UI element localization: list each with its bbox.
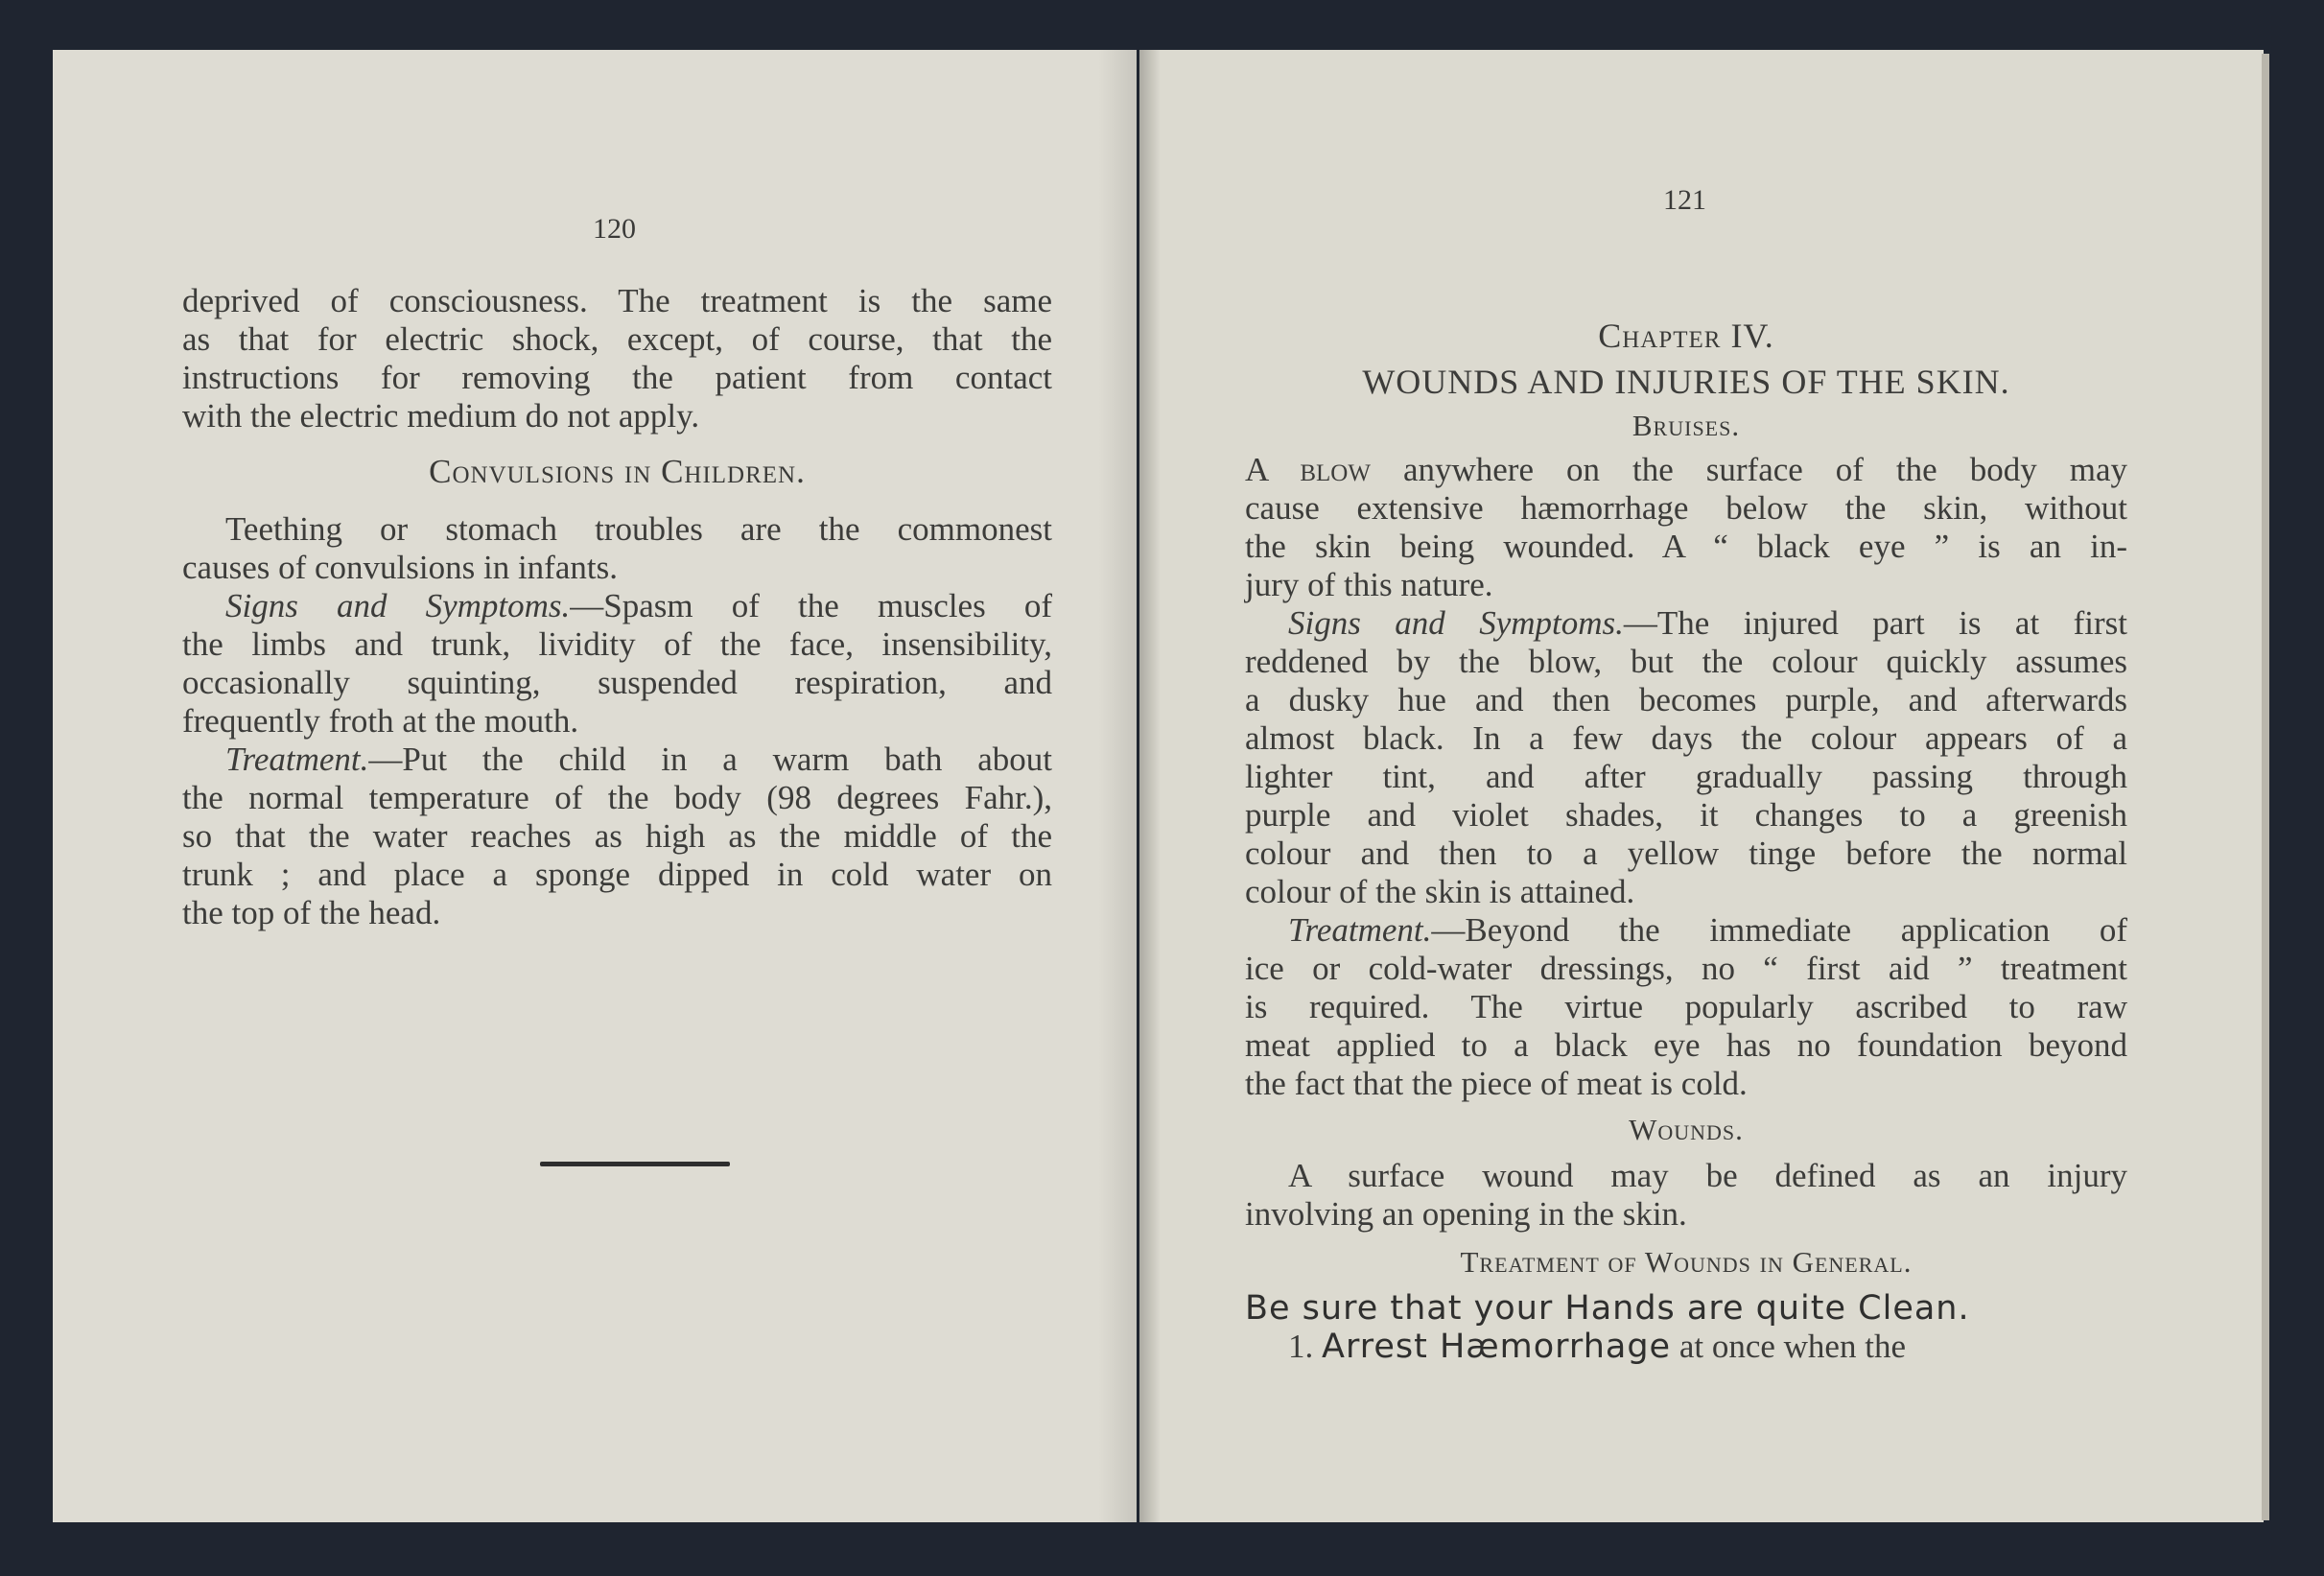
section-heading-treatment-general: Treatment of Wounds in General. [1460,1245,1913,1279]
lead-words: A blow [1245,451,1371,488]
page-edge [2262,54,2269,1520]
text-line: trunk ; and place a sponge dipped in cold water on [182,856,1052,893]
signs-symptoms-label: Signs and Symptoms. [1288,604,1624,642]
text-run: —Put the child in a warm bath about [368,741,1052,778]
text-line: lighter tint, and after gradually passing through [1245,758,2127,795]
text-line: A surface wound may be defined as an injury [1288,1157,2127,1194]
treatment-label: Treatment. [225,741,369,778]
text-run: at once when the [1671,1328,1906,1365]
text-line: deprived of consciousness. The treatment is the same [182,282,1052,319]
page-number-left: 120 [593,213,636,245]
text-line: so that the water reaches as high as the middle of the [182,817,1052,855]
text-line: the limbs and trunk, lividity of the face, insensibility, [182,625,1052,663]
text-line: with the electric medium do not apply. [182,397,700,435]
clean-hands-notice: Be sure that your Hands are quite Clean. [1245,1289,1970,1328]
text-line: cause extensive hæmorrhage below the skin, without [1245,489,2127,527]
section-heading-convulsions: Convulsions in Children. [429,453,806,490]
end-rule [540,1162,730,1166]
text-run: —The injured part is at first [1623,604,2127,642]
text-line: as that for electric shock, except, of course, that the [182,320,1052,358]
treatment-line [1245,911,2127,950]
text-line: meat applied to a black eye has no foundation beyond [1245,1026,2127,1064]
chapter-title: WOUNDS AND INJURIES OF THE SKIN. [1362,363,2010,401]
signs-symptoms-label: Signs and Symptoms. [225,587,571,624]
text-line: causes of convulsions in infants. [182,549,618,586]
numbered-item-1 [1245,1328,2127,1366]
right-page [1139,50,2264,1522]
text-line: jury of this nature. [1245,566,1493,603]
section-heading-bruises: Bruises. [1631,409,1741,442]
gutter-shadow [1139,50,1161,1522]
item-bold-text: Arrest Hæmorrhage [1322,1328,1672,1366]
text-line: ice or cold-water dressings, no “ first aid ” treatment [1245,950,2127,987]
left-text-block [182,282,1052,932]
treatment-line [182,741,1052,779]
treatment-label: Treatment. [1288,911,1432,949]
text-line: a dusky hue and then becomes purple, and afterwards [1245,681,2127,718]
text-line: is required. The virtue popularly ascribed to raw [1245,988,2127,1025]
signs-symptoms-line [182,587,1052,625]
signs-symptoms-line [1245,604,2127,643]
item-number: 1. [1288,1328,1314,1365]
text-line: purple and violet shades, it changes to a greenish [1245,796,2127,834]
text-run: —Beyond the immediate application of [1431,911,2127,949]
text-line: involving an opening in the skin. [1245,1195,1687,1233]
text-line: the normal temperature of the body (98 degrees Fahr.), [182,779,1052,816]
text-line: frequently froth at the mouth. [182,702,579,740]
right-text-block [1245,317,2127,1366]
text-line [1245,451,2127,489]
text-line: Teething or stomach troubles are the commonest [225,510,1052,548]
text-line: almost black. In a few days the colour appears of a [1245,719,2127,757]
text-line: reddened by the blow, but the colour quickly assumes [1245,643,2127,680]
page-number-right: 121 [1663,184,1706,216]
text-line: the fact that the piece of meat is cold. [1245,1065,1748,1102]
text-line: occasionally squinting, suspended respiration, and [182,664,1052,701]
text-line: colour and then to a yellow tinge before the normal [1245,835,2127,872]
text-run: —Spasm of the muscles of [570,587,1052,624]
gutter-shadow [1098,50,1137,1522]
left-page [53,50,1137,1522]
text-line: instructions for removing the patient from contact [182,359,1052,396]
text-line: colour of the skin is attained. [1245,873,1635,910]
text-line: the skin being wounded. A “ black eye ” is an in- [1245,528,2127,565]
chapter-label: Chapter IV. [1598,317,1774,355]
text-run: anywhere on the surface of the body may [1370,451,2127,488]
section-heading-wounds: Wounds. [1629,1113,1744,1146]
text-line: the top of the head. [182,894,441,931]
